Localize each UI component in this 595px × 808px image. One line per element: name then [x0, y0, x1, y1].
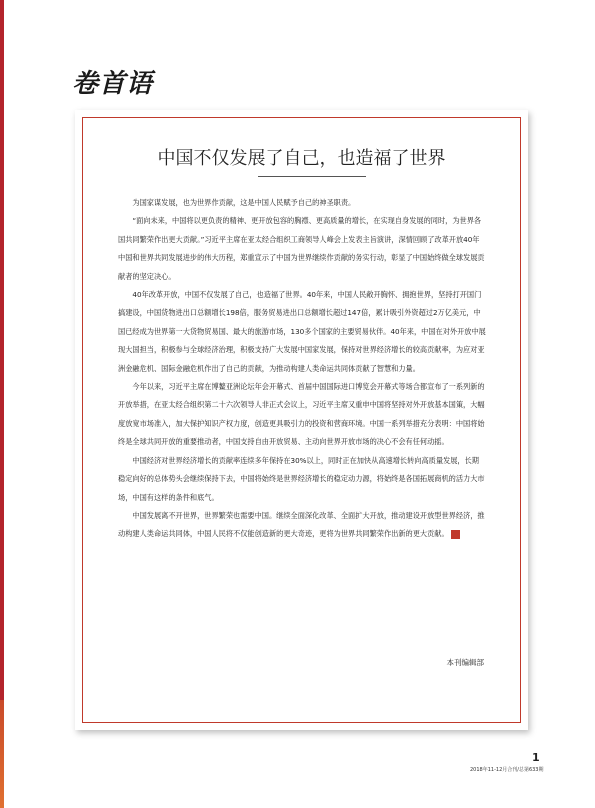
end-mark-icon: M [451, 530, 460, 539]
page-number: 1 [532, 751, 540, 764]
section-heading: 卷首语 [72, 69, 154, 99]
editorial-panel [75, 110, 528, 730]
paragraph: 40年改革开放，中国不仅发展了自己，也造福了世界。40年来，中国人民敞开胸怀、拥抱世界，坚持打开国门搞建设，中国货物进出口总额增长198倍，服务贸易进出口总额增长超过147倍，累计吸引外资超过2万亿美元，中国已经成为世界第一大货物贸易国、最大的旅游市场，130多个国家的主要贸易伙伴。40年来，中国在对外开放中展现大国担当，积极参与全球经济治理，积极支持广大发展中国家发展，保持对世界经济增长的较高贡献率，为应对亚洲金融危机、国际金融危机作出了自己的贡献，为推动构建人类命运共同体贡献了智慧和力量。 [118, 290, 486, 373]
title-underline [258, 176, 366, 177]
editorial-signature: 本刊编辑部 [446, 658, 484, 667]
paragraph: 今年以来，习近平主席在博鳌亚洲论坛年会开幕式、首届中国国际进口博览会开幕式等场合都宣布了一系列新的开放举措，在亚太经合组织第二十六次领导人非正式会议上，习近平主席又重申中国将坚持对外开放基本国策，大幅度放宽市场准入，加大保护知识产权力度，创造更具吸引力的投资和营商环境。中国一系列举措充分表明：中国将始终是全球共同开放的重要推动者，中国支持自由开放贸易、主动向世界开放市场的决心不会有任何动摇。 [118, 382, 485, 447]
paragraph: 中国经济对世界经济增长的贡献率连续多年保持在30%以上，同时正在加快从高速增长转向高质量发展，长期稳定向好的总体势头会继续保持下去，中国将始终是世界经济增长的稳定动力源，将始终是各国拓展商机的活力大市场，中国有这样的条件和底气。 [118, 455, 485, 502]
article-title: 中国不仅发展了自己，也造福了世界 [157, 148, 446, 169]
page-edge-bar-bottom [0, 700, 4, 808]
paragraph-text: 中国发展离不开世界，世界繁荣也需要中国。继续全面深化改革、全面扩大开放，推动建设开放型世界经济，推动构建人类命运共同体，中国人民将不仅能创造新的更大奇迹，更将为世界共同繁荣作出新的更大贡献。 [118, 510, 485, 539]
paragraph: “面向未来，中国将以更负责的精神、更开放包容的胸襟、更高质量的增长，在实现自身发展的同时，为世界各国共同繁荣作出更大贡献。”习近平主席在亚太经合组织工商领导人峰会上发表主旨演讲，深情回顾了改革开放40年中国和世界共同发展进步的伟大历程，郑重宣示了中国为世界继续作贡献的务实行动，彰显了中国始终做全球发展贡献者的坚定决心。 [118, 216, 485, 281]
paragraph: 为国家谋发展，也为世界作贡献，这是中国人民赋予自己的神圣职责。 [132, 198, 356, 207]
paragraph-last [118, 507, 486, 544]
issue-info: 2018年11-12月合刊/总第633期 [470, 767, 544, 773]
article-body [118, 194, 486, 544]
page-edge-bar [0, 0, 4, 700]
